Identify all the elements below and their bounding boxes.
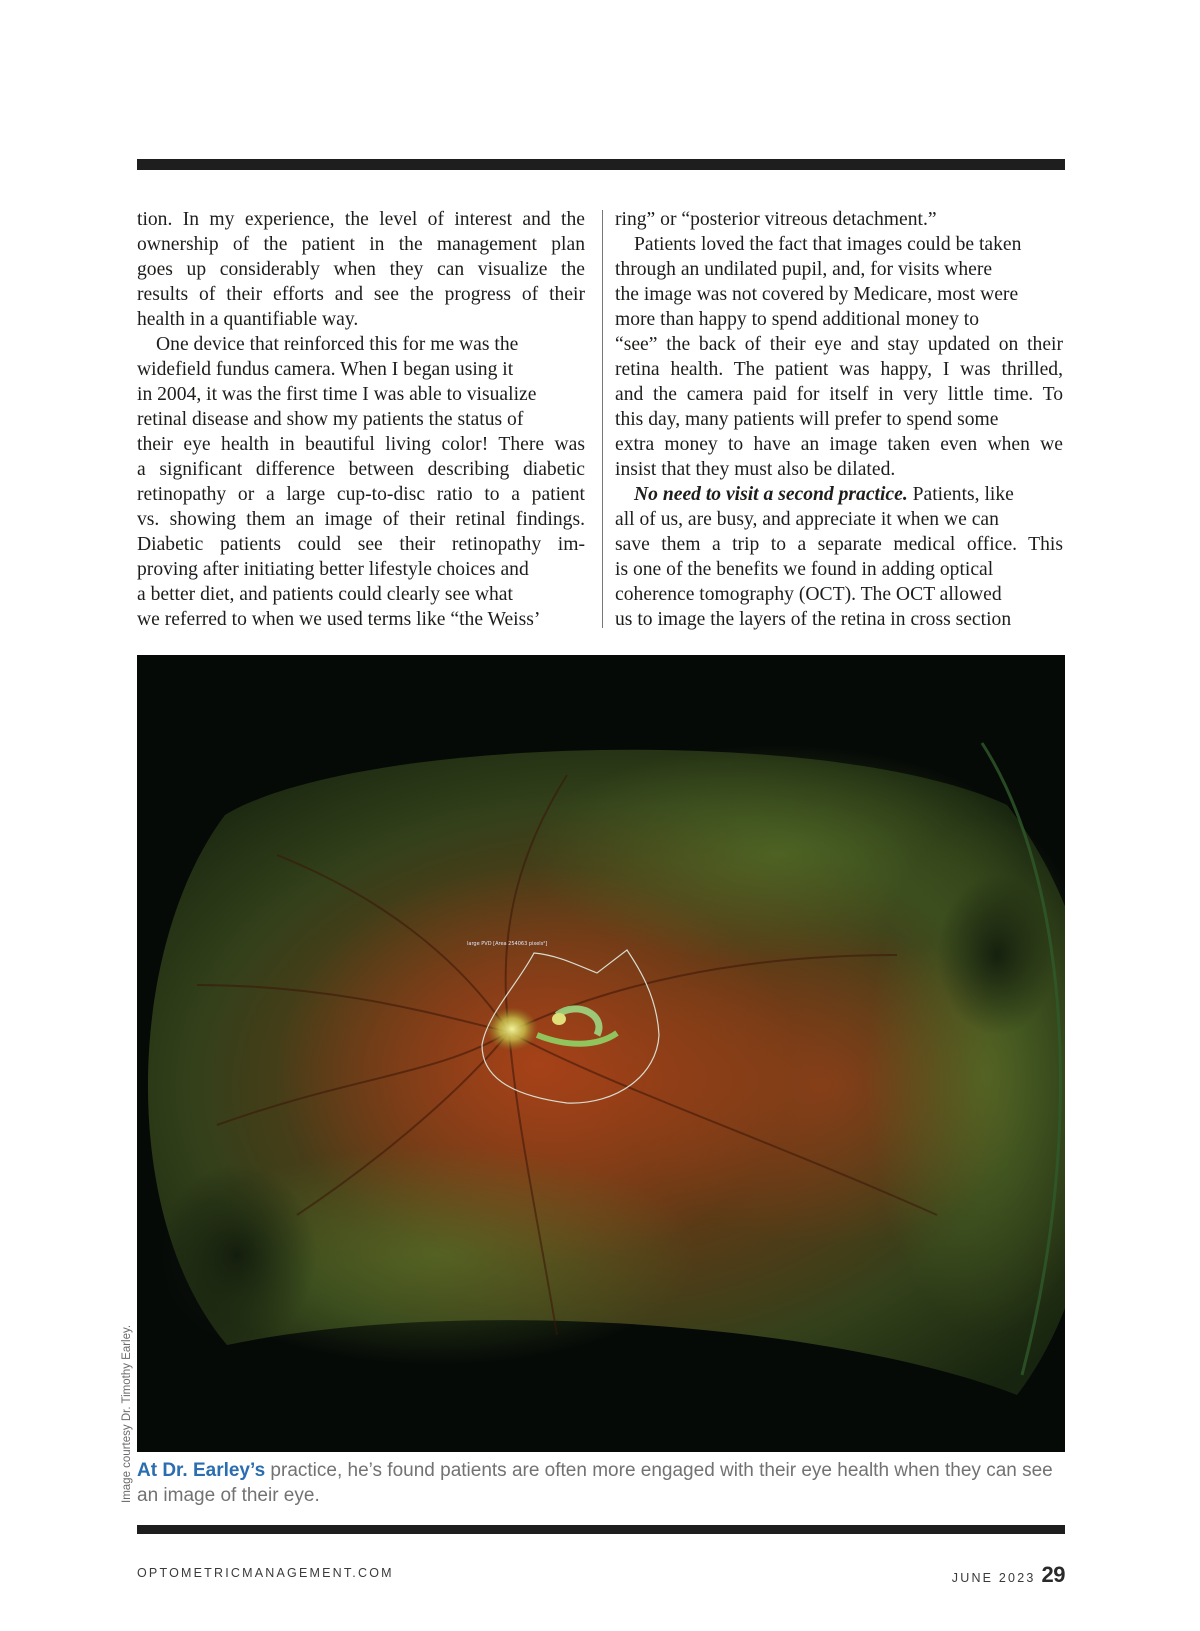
- text-line: a better diet, and patients could clearly see what: [137, 584, 513, 605]
- image-credit: Image courtesy Dr. Timothy Earley.: [121, 1324, 133, 1503]
- figure-caption: [137, 1458, 1067, 1508]
- text-line: vs. showing them an image of their retinal findings.: [137, 509, 585, 530]
- text-line: goes up considerably when they can visualize the: [137, 259, 585, 280]
- subhead-line: [615, 482, 1063, 507]
- caption-lead: At Dr. Earley’s: [137, 1460, 266, 1481]
- text-line: more than happy to spend additional money to: [615, 309, 980, 330]
- text-line: a significant difference between describing diabetic: [137, 459, 585, 480]
- footer-site: OPTOMETRICMANAGEMENT.COM: [137, 1566, 394, 1580]
- text-line: all of us, are busy, and appreciate it when we can: [615, 509, 999, 530]
- top-rule: [137, 159, 1065, 170]
- footer-date: JUNE 2023: [951, 1571, 1036, 1585]
- text-line: and the camera paid for itself in very little time. To: [615, 384, 1063, 405]
- subhead: No need to visit a second practice.: [634, 484, 908, 505]
- text-line: widefield fundus camera. When I began using it: [137, 359, 514, 380]
- text-line: coherence tomography (OCT). The OCT allowed: [615, 584, 1002, 605]
- text-line: ownership of the patient in the management plan: [137, 234, 585, 255]
- text-line: retina health. The patient was happy, I was thrilled,: [615, 359, 1063, 380]
- text-line: their eye health in beautiful living color! There was: [137, 434, 585, 455]
- page-number: 29: [1041, 1562, 1065, 1587]
- article-column-right: [615, 207, 1063, 632]
- text-line: proving after initiating better lifestyle choices and: [137, 559, 529, 580]
- text-line: through an undilated pupil, and, for visits where: [615, 259, 993, 280]
- text-line: Patients loved the fact that images could be taken: [634, 234, 1022, 255]
- text-line: save them a trip to a separate medical office. This: [615, 534, 1063, 555]
- text-line: retinopathy or a large cup-to-disc ratio to a patient: [137, 484, 585, 505]
- subhead-rest: Patients, like: [907, 484, 1014, 505]
- text-line: tion. In my experience, the level of interest and the: [137, 209, 585, 230]
- text-line: ring” or “posterior vitreous detachment.”: [615, 209, 937, 230]
- caption-text: practice, he’s found patients are often more engaged with their eye health when they can see an image of their eye.: [137, 1460, 1053, 1506]
- footer-right: [952, 1562, 1065, 1588]
- text-line: is one of the benefits we found in adding optical: [615, 559, 994, 580]
- column-divider: [602, 210, 603, 628]
- text-line: “see” the back of their eye and stay updated on their: [615, 334, 1063, 355]
- text-line: insist that they must also be dilated.: [615, 459, 896, 480]
- bottom-rule: [137, 1525, 1065, 1534]
- text-line: health in a quantifiable way.: [137, 309, 359, 330]
- fundus-image: [137, 655, 1065, 1452]
- text-line: this day, many patients will prefer to spend some: [615, 409, 999, 430]
- text-line: we referred to when we used terms like “the Weiss’: [137, 609, 541, 630]
- text-line: One device that reinforced this for me was the: [156, 334, 519, 355]
- text-line: Diabetic patients could see their retinopathy im-: [137, 534, 585, 555]
- text-line: the image was not covered by Medicare, most were: [615, 284, 1019, 305]
- text-line: us to image the layers of the retina in cross section: [615, 609, 1012, 630]
- text-line: results of their efforts and see the progress of their: [137, 284, 585, 305]
- text-line: extra money to have an image taken even when we: [615, 434, 1063, 455]
- text-line: in 2004, it was the first time I was able to visualize: [137, 384, 537, 405]
- fundus-photo-illustration: [137, 655, 1065, 1452]
- text-line: retinal disease and show my patients the status of: [137, 409, 524, 430]
- article-column-left: [137, 207, 585, 632]
- pvd-annotation-label: large PVD [Area 254063 pixels²]: [467, 941, 548, 947]
